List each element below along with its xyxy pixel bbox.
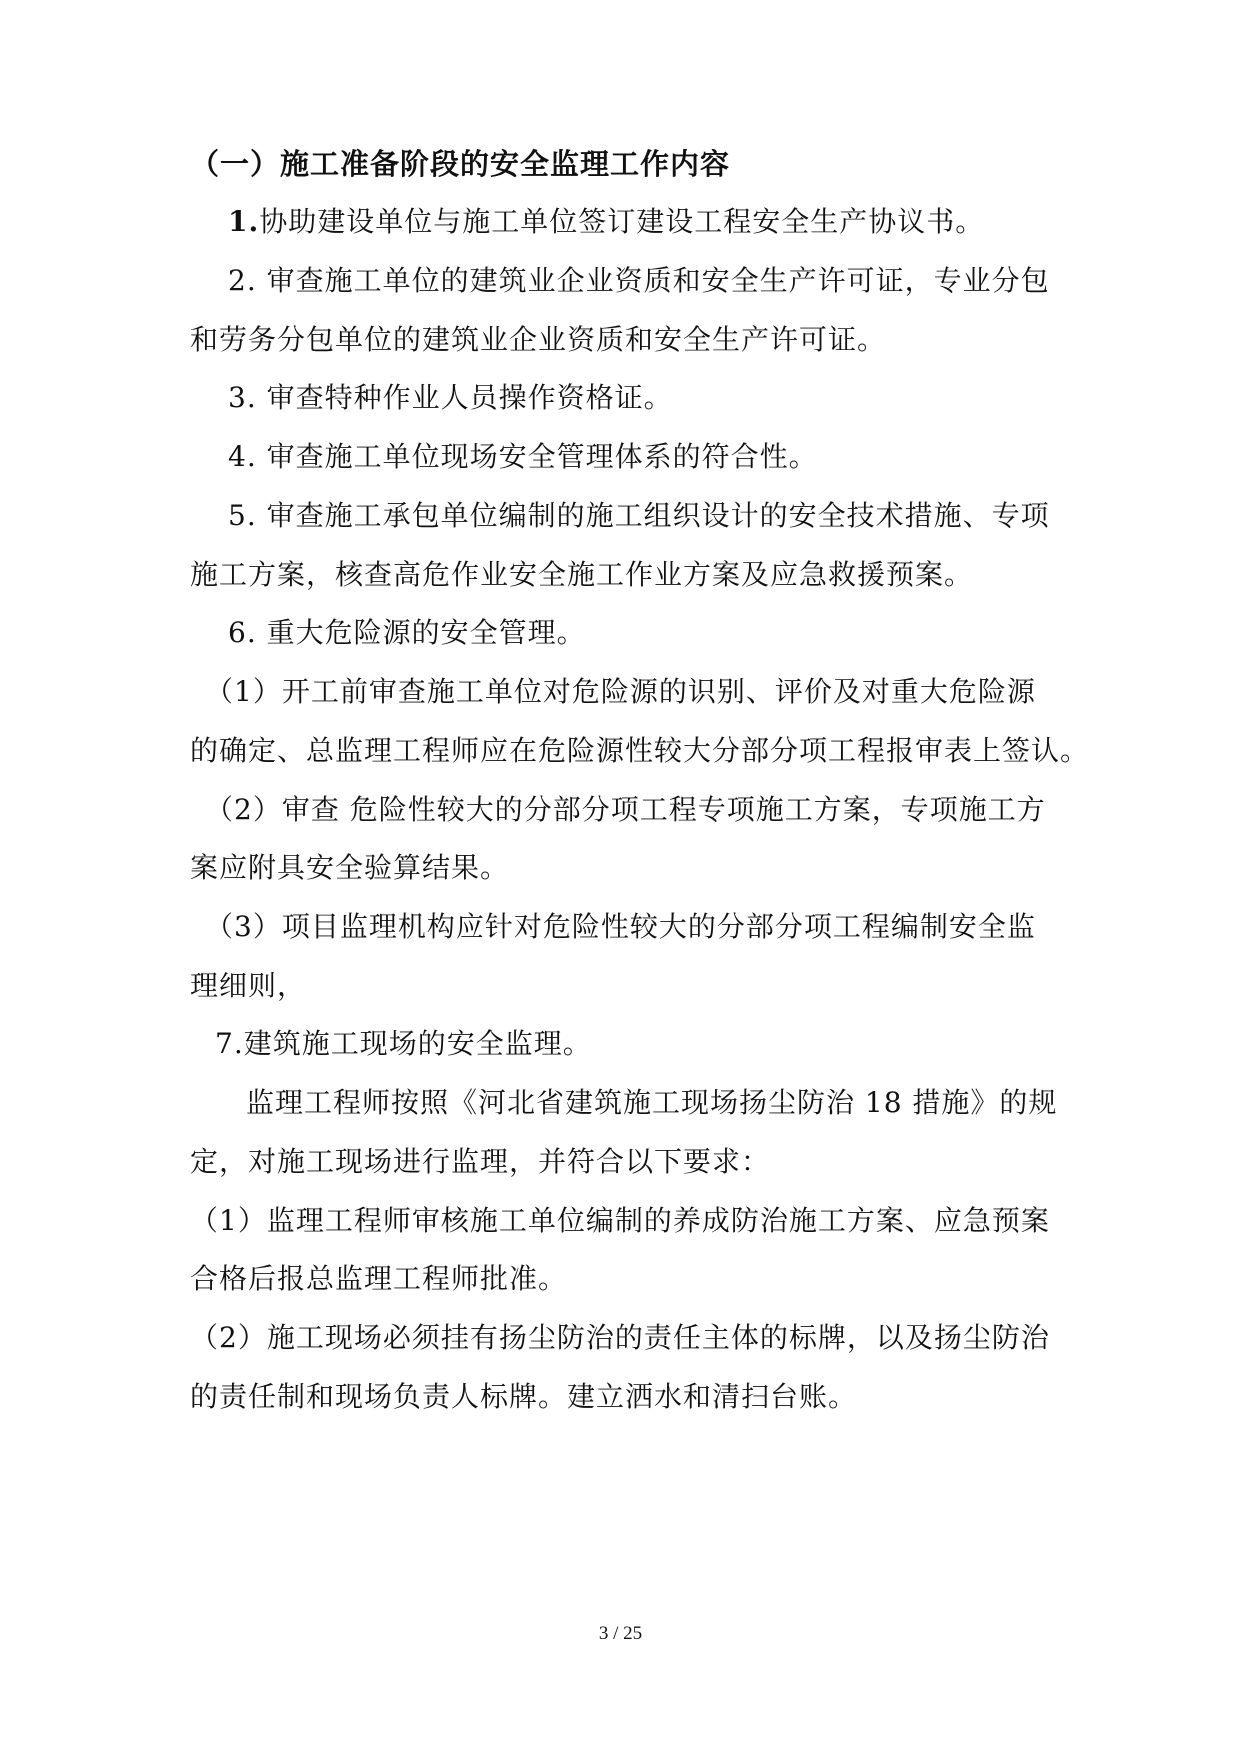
paragraph-line-16: 监理工程师按照《河北省建筑施工现场扬尘防治 18 措施》的规: [246, 1086, 1058, 1119]
paragraph-line-12: 案应附具安全验算结果。: [190, 851, 510, 884]
paragraph-line-5: 4. 审查施工单位现场安全管理体系的符合性。: [228, 440, 818, 473]
paragraph-line-1: [228, 202, 984, 242]
paragraph-line-4: 3. 审查特种作业人员操作资格证。: [228, 381, 673, 414]
paragraph-line-7: 施工方案，核查高危作业安全施工作业方案及应急救援预案。: [190, 558, 974, 591]
paragraph-line-10: 的确定、总监理工程师应在危险源性较大分部分项工程报审表上签认。: [190, 734, 1090, 767]
paragraph-line-11: （2）审查 危险性较大的分部分项工程专项施工方案，专项施工方: [205, 793, 1046, 826]
paragraph-line-6: 5. 审查施工承包单位编制的施工组织设计的安全技术措施、专项: [228, 499, 1050, 532]
paragraph-line-21: 的责任制和现场负责人标牌。建立洒水和清扫台账。: [190, 1380, 858, 1413]
list-number: 1.: [228, 205, 260, 238]
paragraph-line-20: （2）施工现场必须挂有扬尘防治的责任主体的标牌，以及扬尘防治: [190, 1321, 1050, 1354]
section-heading: （一）施工准备阶段的安全监理工作内容: [190, 147, 731, 181]
paragraph-line-9: （1）开工前审查施工单位对危险源的识别、评价及对重大危险源: [205, 675, 1036, 708]
paragraph-line-13: （3）项目监理机构应针对危险性较大的分部分项工程编制安全监: [205, 910, 1036, 943]
paragraph-line-17: 定，对施工现场进行监理，并符合以下要求：: [190, 1145, 771, 1178]
paragraph-line-18: （1）监理工程师审核施工单位编制的养成防治施工方案、应急预案: [190, 1204, 1050, 1237]
list-text: 协助建设单位与施工单位签订建设工程安全生产协议书。: [259, 205, 985, 238]
paragraph-line-19: 合格后报总监理工程师批准。: [190, 1262, 568, 1295]
page-number: 3 / 25: [598, 1623, 643, 1644]
paragraph-line-8: 6. 重大危险源的安全管理。: [228, 616, 586, 649]
paragraph-line-14: 理细则，: [190, 969, 307, 1002]
paragraph-line-2: 2. 审查施工单位的建筑业企业资质和安全生产许可证，专业分包: [228, 264, 1050, 297]
paragraph-line-3: 和劳务分包单位的建筑业企业资质和安全生产许可证。: [190, 323, 887, 356]
paragraph-line-15: 7.建筑施工现场的安全监理。: [215, 1027, 592, 1060]
